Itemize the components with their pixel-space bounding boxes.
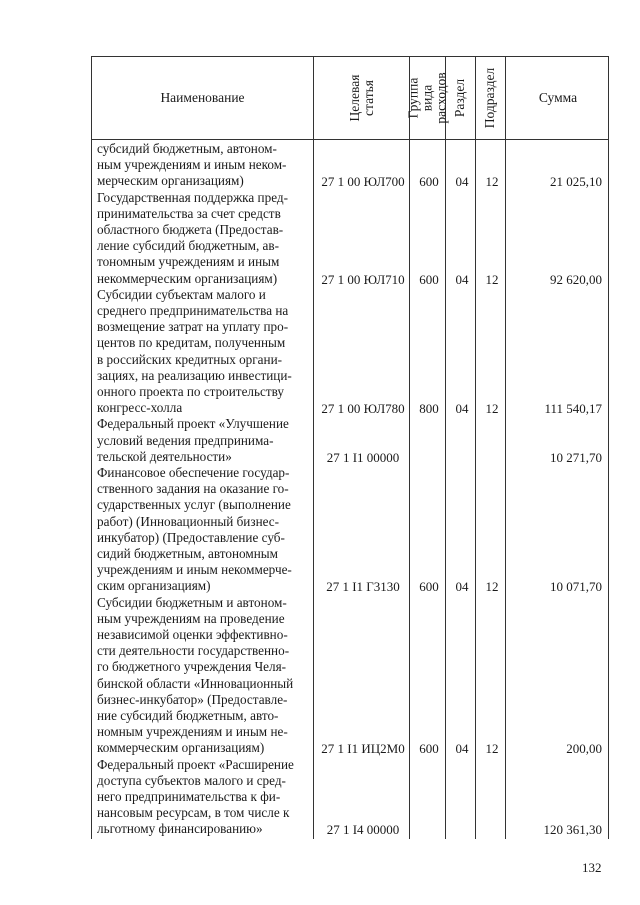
row-sum: 10 071,70 <box>550 579 602 595</box>
row-sum: 92 620,00 <box>550 271 602 287</box>
row-section: 04 <box>455 579 469 595</box>
row-name-line: ственного задания на оказание го- <box>97 481 289 497</box>
row-name <box>97 757 315 838</box>
row-code: 27 1 00 ЮЛ700 <box>321 174 405 190</box>
row-group: 800 <box>419 401 439 417</box>
row-name-line: областного бюджета (Предостав- <box>97 222 284 237</box>
row-name-line: сти деятельности государственно- <box>97 643 290 659</box>
header-subsection-label: Подраздел <box>482 67 498 129</box>
row-code: 27 1 I4 00000 <box>326 822 400 838</box>
header-name-label: Наименование <box>160 90 245 105</box>
row-sum: 120 361,30 <box>543 822 602 838</box>
row-code: 27 1 00 ЮЛ710 <box>321 271 405 287</box>
header-section <box>446 57 475 139</box>
row-name-line: нансовым ресурсам, в том числе к <box>97 805 290 821</box>
row-name-line: в российских кредитных органи- <box>97 351 283 367</box>
row-name-line: тельской деятельности» <box>97 448 232 464</box>
row-section: 04 <box>455 401 469 417</box>
row-name-line: конгресс-холла <box>97 400 183 416</box>
row-subsection: 12 <box>485 271 499 287</box>
header-group <box>405 57 449 139</box>
row-name <box>97 287 315 417</box>
row-name-line: бизнес-инкубатор» (Предоставле- <box>97 691 288 707</box>
row-section: 04 <box>455 741 469 757</box>
row-group: 600 <box>419 579 439 595</box>
row-name-line: ление субсидий бюджетным, ав- <box>97 238 280 254</box>
header-group-label: Группа вида расходов <box>405 72 449 124</box>
row-name-line: центов по кредитам, полученным <box>97 335 286 351</box>
row-name-line: возмещение затрат на уплату про- <box>97 319 289 335</box>
row-name-line: сидий бюджетным, автономным <box>97 546 278 562</box>
row-sum: 200,00 <box>566 741 602 757</box>
row-name-line: ние субсидий бюджетным, авто- <box>97 708 279 724</box>
row-name-line: работ) (Инновационный бизнес- <box>97 513 280 529</box>
row-name-line: бинской области «Инновационный <box>97 675 294 691</box>
header-code <box>314 57 409 139</box>
row-code: 27 1 I1 Г3130 <box>326 579 400 595</box>
row-name-line: инкубатор) (Предоставление суб- <box>97 529 285 545</box>
row-subsection: 12 <box>485 174 499 190</box>
row-name-line: него предпринимательства к фи- <box>97 789 281 804</box>
row-name-line: онного проекта по строительству <box>97 384 285 400</box>
row-name-line: Субсидии субъектам малого и <box>97 286 266 302</box>
row-name <box>97 416 315 465</box>
row-subsection: 12 <box>485 401 499 417</box>
row-code: 27 1 00 ЮЛ780 <box>321 401 405 417</box>
row-name-line: среднего предпринимательства на <box>97 303 289 318</box>
row-name-line: доступа субъектов малого и сред- <box>97 772 286 788</box>
row-group: 600 <box>419 174 439 190</box>
row-subsection: 12 <box>485 741 499 757</box>
row-name <box>97 595 315 757</box>
row-name <box>97 141 315 190</box>
row-code: 27 1 I1 ИЦ2М0 <box>321 741 405 757</box>
row-name-line: Государственная поддержка пред- <box>97 189 288 205</box>
row-name-line: Финансовое обеспечение государ- <box>97 465 290 480</box>
row-code: 27 1 I1 00000 <box>326 449 400 465</box>
header-name <box>92 57 313 139</box>
row-name-line: ным учреждениям на проведение <box>97 610 285 626</box>
row-group: 600 <box>419 271 439 287</box>
header-code-label: Целевая статья <box>346 74 376 122</box>
row-name-line: учреждениям и иным некоммерче- <box>97 562 292 578</box>
row-name-line: коммерческим организациям) <box>97 740 265 756</box>
row-name-line: принимательства за счет средств <box>97 205 281 221</box>
page-number: 132 <box>582 860 602 875</box>
row-section: 04 <box>455 271 469 287</box>
header-divider <box>92 139 608 140</box>
row-name-line: номным учреждениям и иным не- <box>97 724 288 740</box>
row-name <box>97 190 315 287</box>
row-name-line: некоммерческим организациям) <box>97 270 278 286</box>
row-name <box>97 465 315 595</box>
row-name-line: мерческим организациям) <box>97 173 244 189</box>
row-name-line: тономным учреждениям и иным <box>97 254 280 270</box>
row-sum: 10 271,70 <box>550 449 602 465</box>
row-subsection: 12 <box>485 579 499 595</box>
row-name-line: ским организациям) <box>97 578 211 594</box>
row-name-line: ным учреждениям и иным неком- <box>97 157 287 173</box>
row-sum: 111 540,17 <box>544 401 602 417</box>
row-name-line: субсидий бюджетным, автоном- <box>97 141 277 156</box>
row-name-line: льготному финансированию» <box>97 821 263 837</box>
row-name-line: го бюджетного учреждения Челя- <box>97 659 287 675</box>
row-name-line: сударственных услуг (выполнение <box>97 497 291 513</box>
row-name-line: зациях, на реализацию инвестици- <box>97 367 292 383</box>
row-name-line: условий ведения предпринима- <box>97 432 274 448</box>
row-name-line: независимой оценки эффективно- <box>97 627 288 642</box>
row-name-line: Федеральный проект «Расширение <box>97 756 294 772</box>
row-section: 04 <box>455 174 469 190</box>
row-name-line: Федеральный проект «Улучшение <box>97 416 289 432</box>
budget-table <box>91 56 609 839</box>
row-name-line: Субсидии бюджетным и автоном- <box>97 594 287 610</box>
header-sum-label: Сумма <box>538 90 578 105</box>
header-section-label: Раздел <box>452 78 468 118</box>
row-group: 600 <box>419 741 439 757</box>
row-sum: 21 025,10 <box>550 174 602 190</box>
header-subsection <box>476 57 505 139</box>
header-sum <box>506 57 610 139</box>
